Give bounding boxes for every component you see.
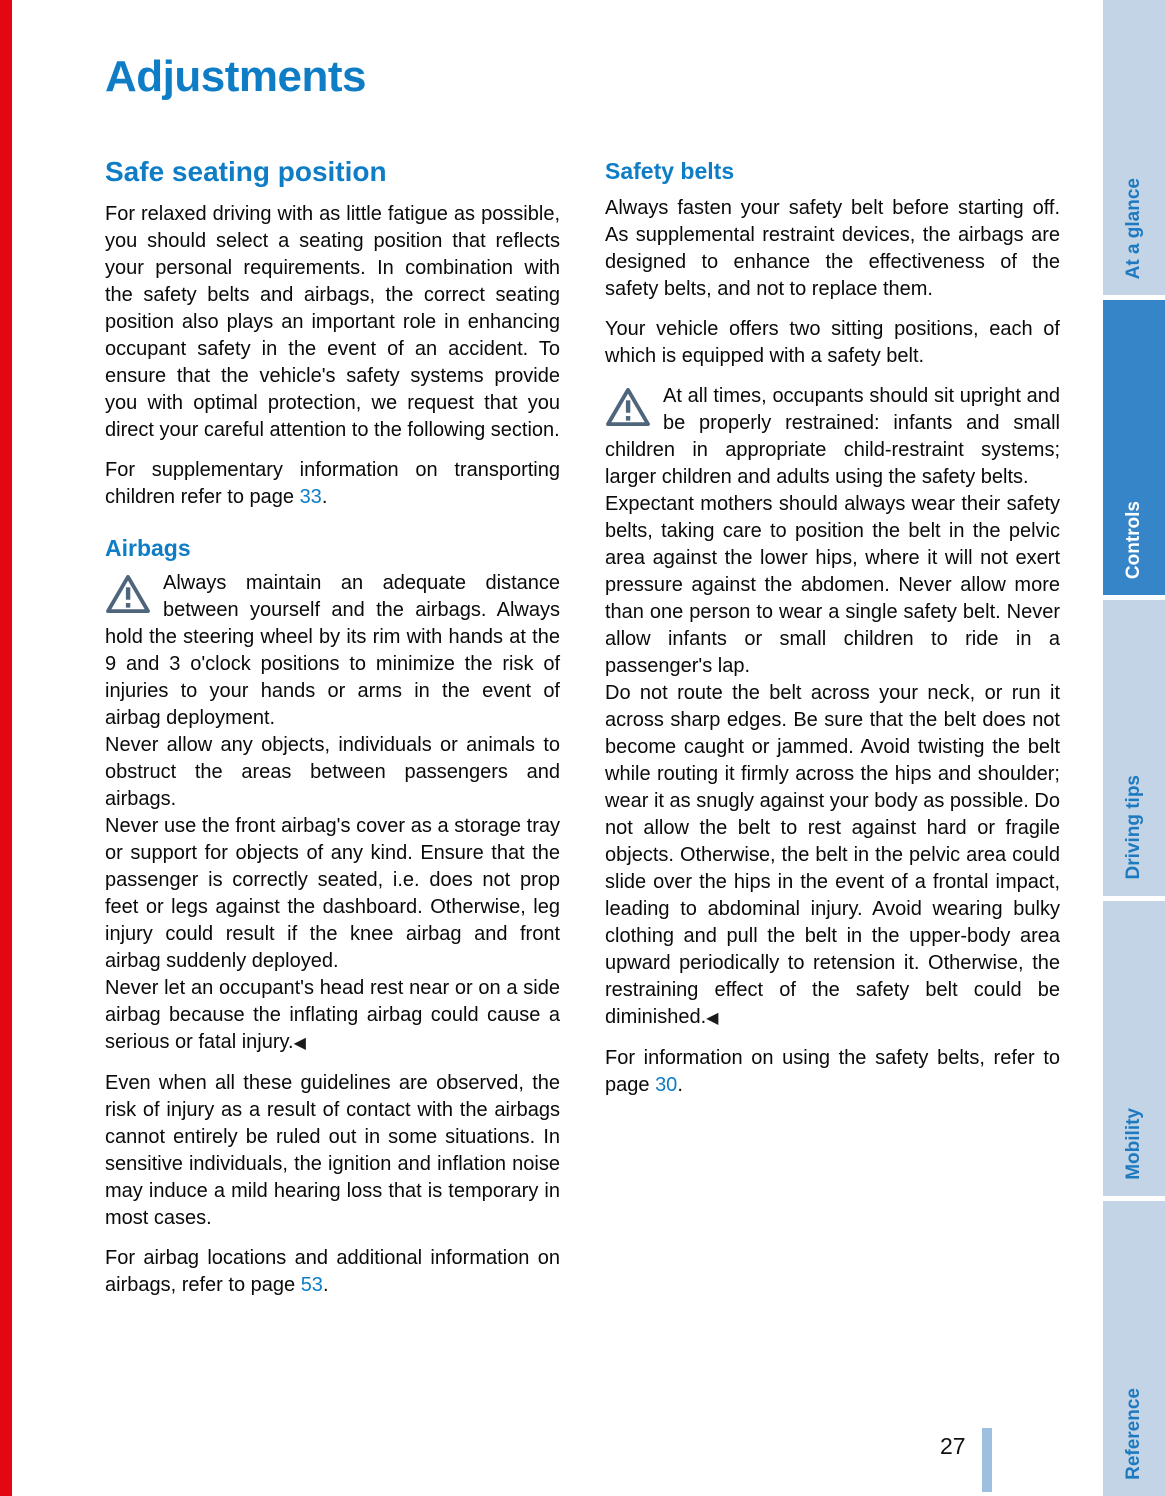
body-paragraph: Always fasten your safety belt before starting off. As supplemental restraint devices, the airbags are designed to enhance the effectiveness of the safety belts, and not to replace them. — [605, 197, 1060, 300]
ref-paragraph-children: For supplementary information on transporting children refer to page 33. — [105, 459, 560, 508]
body-paragraph: For relaxed driving with as little fatigue as possible, you should select a seating position that reflects your personal requirements. In combination with the safety belts and airbags, the correct seating position also plays an important role in enhancing occupant safety in the event of an accident. To ensure that the vehicle's safety systems provide you with optimal protection, we request that you direct your careful attention to the following section. — [105, 203, 560, 441]
warning-paragraph: Always maintain an adequate distance between yourself and the airbags. Always hold the steering wheel by its rim with hands at the 9 and 3 o'clock positions to minimize the risk of injuries to your hands or arms in the event of airbag deployment. — [105, 572, 560, 729]
warning-triangle-icon — [105, 574, 151, 614]
body-paragraph: Even when all these guidelines are observed, the risk of injury as a result of contact with the airbags cannot entirely be ruled out in some situations. In sensitive individuals, the ignition and inflation noise may induce a mild hearing loss that is temporary in most cases. — [105, 1072, 560, 1229]
warning-paragraph: At all times, occupants should sit upright and be properly restrained: infants and small children in appropriate child-restraint systems; larger children and adults using the safety belts. — [605, 385, 1060, 488]
page-title: Adjustments — [105, 52, 366, 101]
warning-paragraph: Expectant mothers should always wear their safety belts, taking care to position the belt in the pelvic area against the lower hips, where it will not exert pressure against the abdomen. Never allow more than one person to wear a single safety belt. Never allow infants or small children to ride in a passenger's lap. — [605, 493, 1060, 677]
ref-paragraph-belts: For information on using the safety belts, refer to page 30. — [605, 1047, 1060, 1096]
ref-paragraph-airbags: For airbag locations and additional information on airbags, refer to page 53. — [105, 1247, 560, 1296]
sidebar-tab-label: Mobility — [1123, 1108, 1144, 1180]
body-paragraph: Your vehicle offers two sitting positions, each of which is equipped with a safety belt. — [605, 318, 1060, 367]
left-edge-red-stripe — [0, 0, 12, 1496]
heading-safe-seating-position: Safe seating position — [105, 156, 387, 187]
heading-airbags: Airbags — [105, 535, 191, 561]
end-of-warning-marker: ◀ — [706, 1010, 719, 1027]
sidebar-tab-label: Reference — [1123, 1388, 1144, 1481]
footer-accent-bar — [982, 1428, 992, 1492]
page-link-30[interactable]: 30 — [655, 1074, 678, 1096]
page-link-33[interactable]: 33 — [299, 486, 322, 508]
airbags-warning-block — [105, 570, 560, 1057]
sidebar-tab-reference[interactable] — [1103, 1201, 1165, 1496]
sidebar-tab-mobility[interactable] — [1103, 901, 1165, 1196]
sidebar-tab-label: Driving tips — [1123, 775, 1144, 880]
sidebar-tab-label: Controls — [1123, 501, 1144, 580]
sidebar-tab-at-a-glance[interactable] — [1103, 0, 1165, 295]
warning-paragraph: Do not route the belt across your neck, or run it across sharp edges. Be sure that the belt does not become caught or jammed. Avoid twisting the belt while routing it firmly across the hips and shoulder; wear it as snugly against your body as possible. Do not allow the belt to rest against hard or fragile objects. Otherwise, the belt in the pelvic area could slide over the hips in the event of a frontal impact, leading to abdominal injury. Avoid wearing bulky clothing and pull the belt in the upper-body area upward periodically to retension it. Otherwise, the restraining effect of the safety belt could be diminished.◀ — [605, 682, 1060, 1028]
page-link-53[interactable]: 53 — [300, 1274, 323, 1296]
right-column — [605, 158, 1060, 1299]
two-column-layout — [105, 158, 1060, 1299]
warning-triangle-icon — [605, 387, 651, 427]
warning-paragraph: Never allow any objects, individuals or animals to obstruct the areas between passengers and airbags. — [105, 734, 560, 810]
sidebar-tab-driving-tips[interactable] — [1103, 600, 1165, 895]
warning-paragraph: Never use the front airbag's cover as a storage tray or support for objects of any kind. Ensure that the passenger is correctly seated, i.e. does not prop feet or legs against the dashboard. Otherwise, leg injury could result if the knee airbag and front airbag suddenly deployed. — [105, 815, 560, 972]
safety-belts-warning-block — [605, 383, 1060, 1032]
sidebar-tab-controls[interactable] — [1103, 300, 1165, 595]
section-tab-sidebar — [1103, 0, 1165, 1496]
warning-paragraph: Never let an occupant's head rest near or on a side airbag because the inflating airbag could cause a serious or fatal injury.◀ — [105, 977, 560, 1053]
page-content — [105, 0, 1060, 1299]
heading-safety-belts: Safety belts — [605, 158, 735, 184]
sidebar-tab-label: At a glance — [1123, 177, 1144, 280]
page-footer — [940, 1428, 992, 1492]
left-column — [105, 158, 560, 1299]
page-number: 27 — [940, 1433, 966, 1459]
end-of-warning-marker: ◀ — [293, 1035, 306, 1052]
